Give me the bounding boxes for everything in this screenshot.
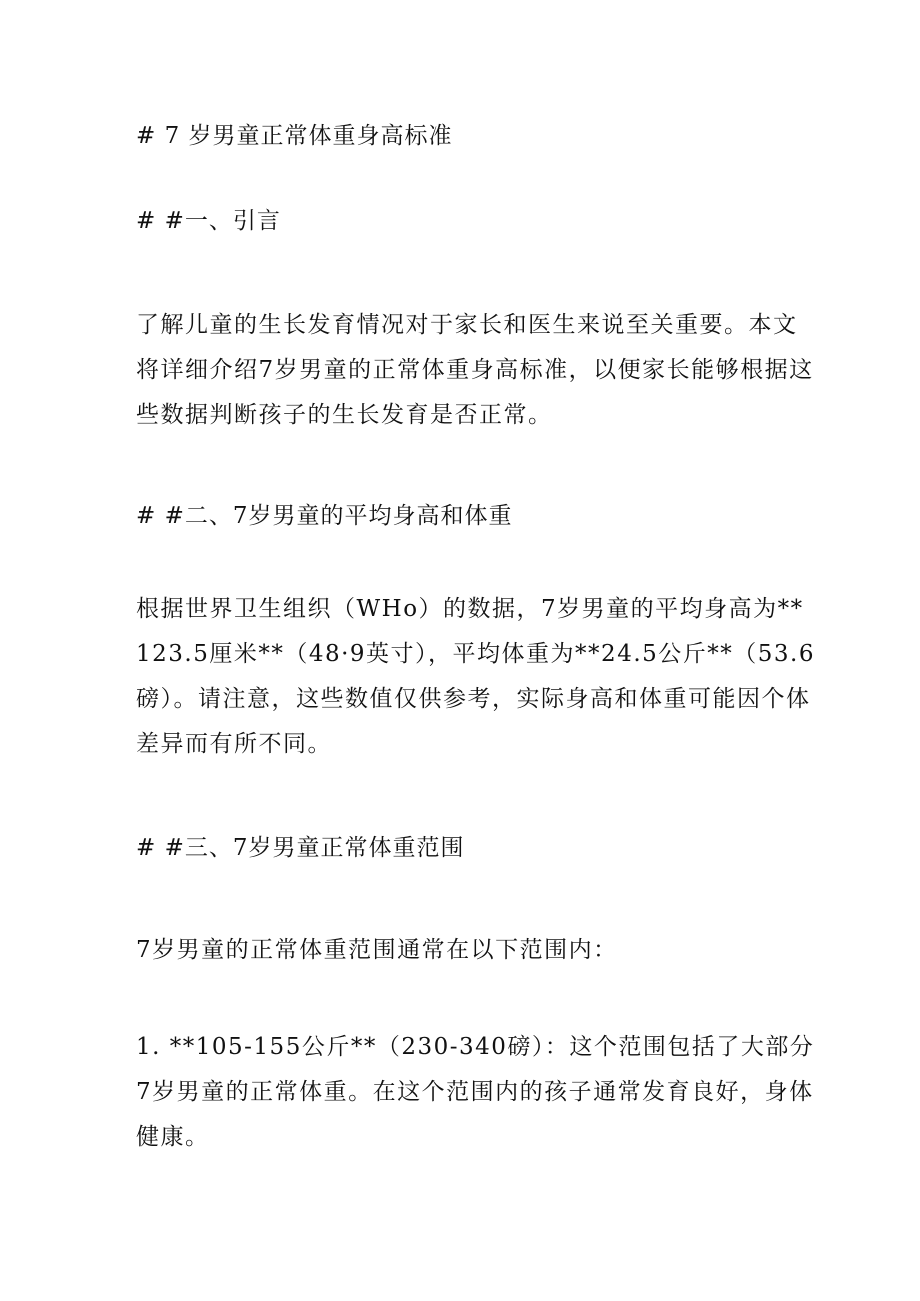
section-heading-introduction: # #一、引言	[136, 208, 281, 234]
document-title: # 7 岁男童正常体重身高标准	[136, 123, 453, 149]
introduction-paragraph: 了解儿童的生长发育情况对于家长和医生来说至关重要。本文将详细介绍7岁男童的正常体重身高标准，以便家长能够根据这些数据判断孩子的生长发育是否正常。	[136, 312, 814, 428]
section-heading-average-height-weight: # #二、7岁男童的平均身高和体重	[136, 503, 513, 529]
average-height-weight-paragraph: 根据世界卫生组织（WHo）的数据，7岁男童的平均身高为**123.5厘米**（48·9英寸），平均体重为**24.5公斤**（53.6磅）。请注意，这些数值仅供参考，实际身高和体重可能因个体差异而有所不同。	[136, 596, 815, 757]
normal-weight-intro: 7岁男童的正常体重范围通常在以下范围内：	[136, 937, 618, 963]
section-heading-normal-weight-range: # #三、7岁男童正常体重范围	[136, 835, 465, 861]
normal-weight-list-item: 1. **105-155公斤**（230-340磅）：这个范围包括了大部分7岁男童的正常体重。在这个范围内的孩子通常发育良好，身体健康。	[136, 1034, 815, 1150]
